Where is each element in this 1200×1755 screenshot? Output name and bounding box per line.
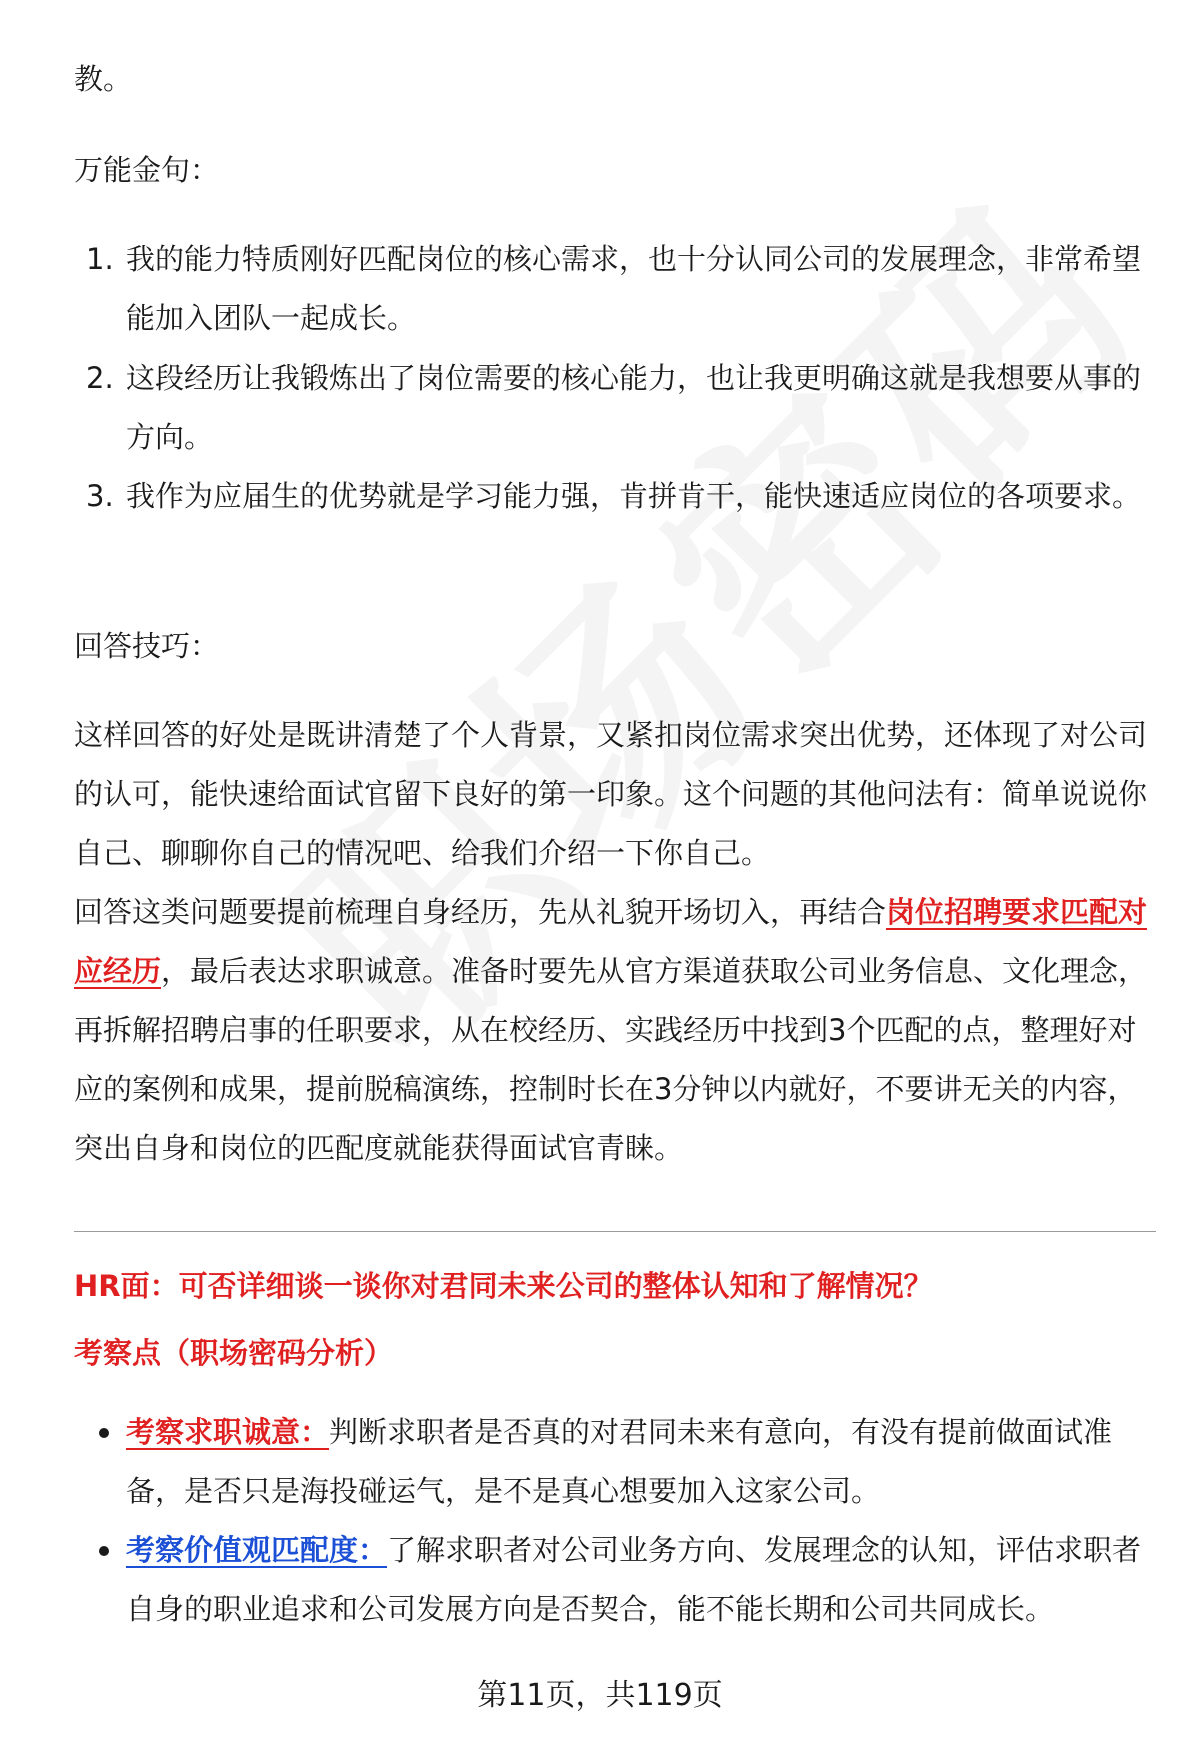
list-text: 我作为应届生的优势就是学习能力强，肯拼肯干，能快速适应岗位的各项要求。 xyxy=(126,479,1142,513)
continuation-text: 教。 xyxy=(74,62,133,96)
bullet-body: 判断求职者是否真的对君同未来有意向，有没有提前做面试准备，是否只是海投碰运气，是不是真心想要加入这家公司。 xyxy=(126,1415,1113,1508)
bullet-dot xyxy=(99,1428,109,1438)
tips-label: 回答技巧： xyxy=(74,629,220,663)
list-number: 2. xyxy=(86,361,114,395)
tips-text-before: 回答这类问题要提前梳理自身经历，先从礼貌开场切入，再结合 xyxy=(74,895,887,929)
exam-points-heading: 考察点（职场密码分析） xyxy=(74,1336,394,1370)
bullet-item xyxy=(74,1403,1154,1521)
list-item xyxy=(74,349,1154,467)
section-divider xyxy=(74,1231,1156,1232)
bullet-body: 了解求职者对公司业务方向、发展理念的认知，评估求职者自身的职业追求和公司发展方向是否契合，能不能长期和公司共同成长。 xyxy=(126,1533,1142,1626)
list-number: 1. xyxy=(86,242,114,276)
highlight-phrase: 岗位招聘要求匹配对应经历 xyxy=(74,895,1148,988)
tips-paragraph: 这样回答的好处是既讲清楚了个人背景，又紧扣岗位需求突出优势，还体现了对公司的认可，能快速给面试官留下良好的第一印象。这个问题的其他问法有：简单说说你自己、聊聊你自己的情况吧、给我们介绍一下你自己。 xyxy=(74,718,1148,870)
bullet-dot xyxy=(99,1546,109,1556)
list-text: 我的能力特质刚好匹配岗位的核心需求，也十分认同公司的发展理念，非常希望能加入团队一起成长。 xyxy=(126,242,1142,335)
page-number-footer: 第11页，共119页 xyxy=(477,1678,723,1713)
tips-text-after: ，最后表达求职诚意。准备时要先从官方渠道获取公司业务信息、文化理念，再拆解招聘启事的任职要求，从在校经历、实践经历中找到3个匹配的点，整理好对应的案例和成果，提前脱稿演练，控制时长在3分钟以内就好，不要讲无关的内容，突出自身和岗位的匹配度就能获得面试官青睐。 xyxy=(74,954,1148,1165)
hr-question-heading: HR面：可否详细谈一谈你对君同未来公司的整体认知和了解情况？ xyxy=(74,1269,933,1303)
list-item xyxy=(74,230,1154,348)
bullet-item xyxy=(74,1521,1154,1639)
list-text: 这段经历让我锻炼出了岗位需要的核心能力，也让我更明确这就是我想要从事的方向。 xyxy=(126,361,1142,454)
bullet-label: 考察价值观匹配度： xyxy=(126,1533,388,1567)
tips-paragraph xyxy=(74,883,1154,1178)
bullet-text xyxy=(126,1403,1154,1521)
list-number: 3. xyxy=(86,479,114,513)
bullet-text xyxy=(126,1521,1154,1639)
list-item xyxy=(74,467,1154,526)
golden-sentences-label: 万能金句： xyxy=(74,153,220,187)
bullet-label: 考察求职诚意： xyxy=(126,1415,330,1449)
